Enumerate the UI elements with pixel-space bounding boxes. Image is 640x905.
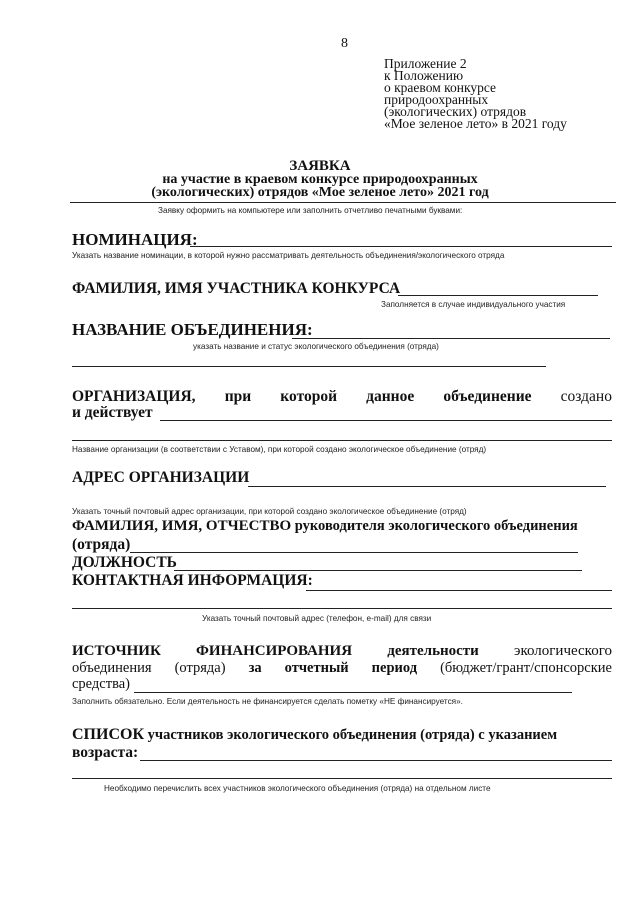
form-subtitle-line2: (экологических) отрядов «Мое зеленое лето» 2021 год	[151, 185, 489, 200]
list-field-line2[interactable]	[72, 778, 612, 779]
org-word: которой	[280, 388, 338, 405]
form-subtitle-line1: на участие в краевом конкурсе природоохранных	[162, 172, 478, 187]
instruction-text: Заявку оформить на компьютере или заполнить отчетливо печатными буквами:	[158, 206, 463, 215]
org-word: создано	[560, 388, 612, 405]
funding-word: за	[248, 660, 262, 676]
contact-label: КОНТАКТНАЯ ИНФОРМАЦИЯ:	[72, 572, 313, 589]
organization-label	[72, 388, 612, 406]
leader-field[interactable]	[130, 552, 578, 553]
funding-word: (отряда)	[174, 660, 226, 676]
nomination-field[interactable]	[190, 246, 612, 247]
position-field[interactable]	[174, 570, 582, 571]
org-address-note: Указать точный почтовый адрес организации, при которой создано экологическое объединение (отряд)	[72, 507, 467, 516]
form-title: ЗАЯВКА	[289, 158, 351, 174]
organization-note: Название организации (в соответствии с Уставом), при которой создано экологическое объединение (отряд)	[72, 445, 487, 454]
participant-field[interactable]	[398, 295, 598, 296]
funding-word: ИСТОЧНИК	[72, 643, 161, 659]
organization-field-line2[interactable]	[72, 440, 612, 441]
org-word: при	[224, 388, 252, 405]
organization-field[interactable]	[160, 420, 612, 421]
contact-note: Указать точный почтовый адрес (телефон, e-mail) для связи	[202, 614, 432, 623]
funding-word: отчетный	[284, 660, 349, 676]
position-label: ДОЛЖНОСТЬ	[72, 554, 177, 571]
list-field[interactable]	[140, 760, 612, 761]
funding-note: Заполнить обязательно. Если деятельность не финансируется сделать пометку «НЕ финансируется».	[72, 697, 463, 706]
association-field-line2[interactable]	[72, 366, 546, 367]
leader-label-rest: руководителя экологического объединения	[291, 518, 578, 534]
org-word: ОРГАНИЗАЦИЯ,	[72, 388, 196, 405]
org-word: объединение	[443, 388, 532, 405]
funding-word: (бюджет/грант/спонсорские	[440, 660, 612, 676]
org-word: данное	[366, 388, 415, 405]
list-label-line2: возраста:	[72, 744, 139, 761]
funding-word: экологического	[514, 643, 612, 659]
association-field[interactable]	[292, 338, 610, 339]
appendix-header: Приложение 2 к Положению о краевом конкурсе природоохранных (экологических) отрядов «Мое зеленое лето» в 2021 году	[384, 56, 567, 131]
participant-note: Заполняется в случае индивидуального участия	[381, 300, 566, 309]
leader-label-bold: ФАМИЛИЯ, ИМЯ, ОТЧЕСТВО	[72, 518, 292, 534]
nomination-note: Указать название номинации, в которой нужно рассматривать деятельность объединения/экологического отряда	[72, 251, 505, 260]
contact-field-line2[interactable]	[72, 608, 612, 609]
title-underline	[70, 202, 616, 203]
association-note: указать название и статус экологического объединения (отряда)	[193, 342, 439, 351]
nomination-label: НОМИНАЦИЯ:	[72, 230, 198, 249]
funding-word: деятельности	[387, 643, 479, 659]
organization-label-line2: и действует	[72, 404, 153, 421]
leader-label-line2: (отряда)	[72, 536, 131, 553]
org-address-label: АДРЕС ОРГАНИЗАЦИИ	[72, 469, 250, 486]
list-label	[72, 726, 557, 744]
funding-label	[72, 643, 612, 660]
list-label-rest: участников экологического объединения (отряда) с указанием	[144, 727, 558, 743]
funding-word: объединения	[72, 660, 152, 676]
funding-word: период	[371, 660, 418, 676]
list-label-bold: СПИСОК	[72, 726, 145, 743]
participant-label: ФАМИЛИЯ, ИМЯ УЧАСТНИКА КОНКУРСА	[72, 280, 401, 297]
association-label: НАЗВАНИЕ ОБЪЕДИНЕНИЯ:	[72, 320, 313, 339]
funding-label-line3: средства)	[72, 676, 130, 692]
list-note: Необходимо перечислить всех участников экологического объединения (отряда) на отдельном листе	[104, 784, 491, 793]
org-address-field[interactable]	[248, 486, 606, 487]
page-number: 8	[341, 36, 348, 51]
contact-field[interactable]	[306, 590, 612, 591]
leader-label	[72, 518, 578, 535]
funding-field[interactable]	[134, 692, 572, 693]
funding-word: ФИНАНСИРОВАНИЯ	[196, 643, 353, 659]
funding-label-line2	[72, 660, 612, 677]
